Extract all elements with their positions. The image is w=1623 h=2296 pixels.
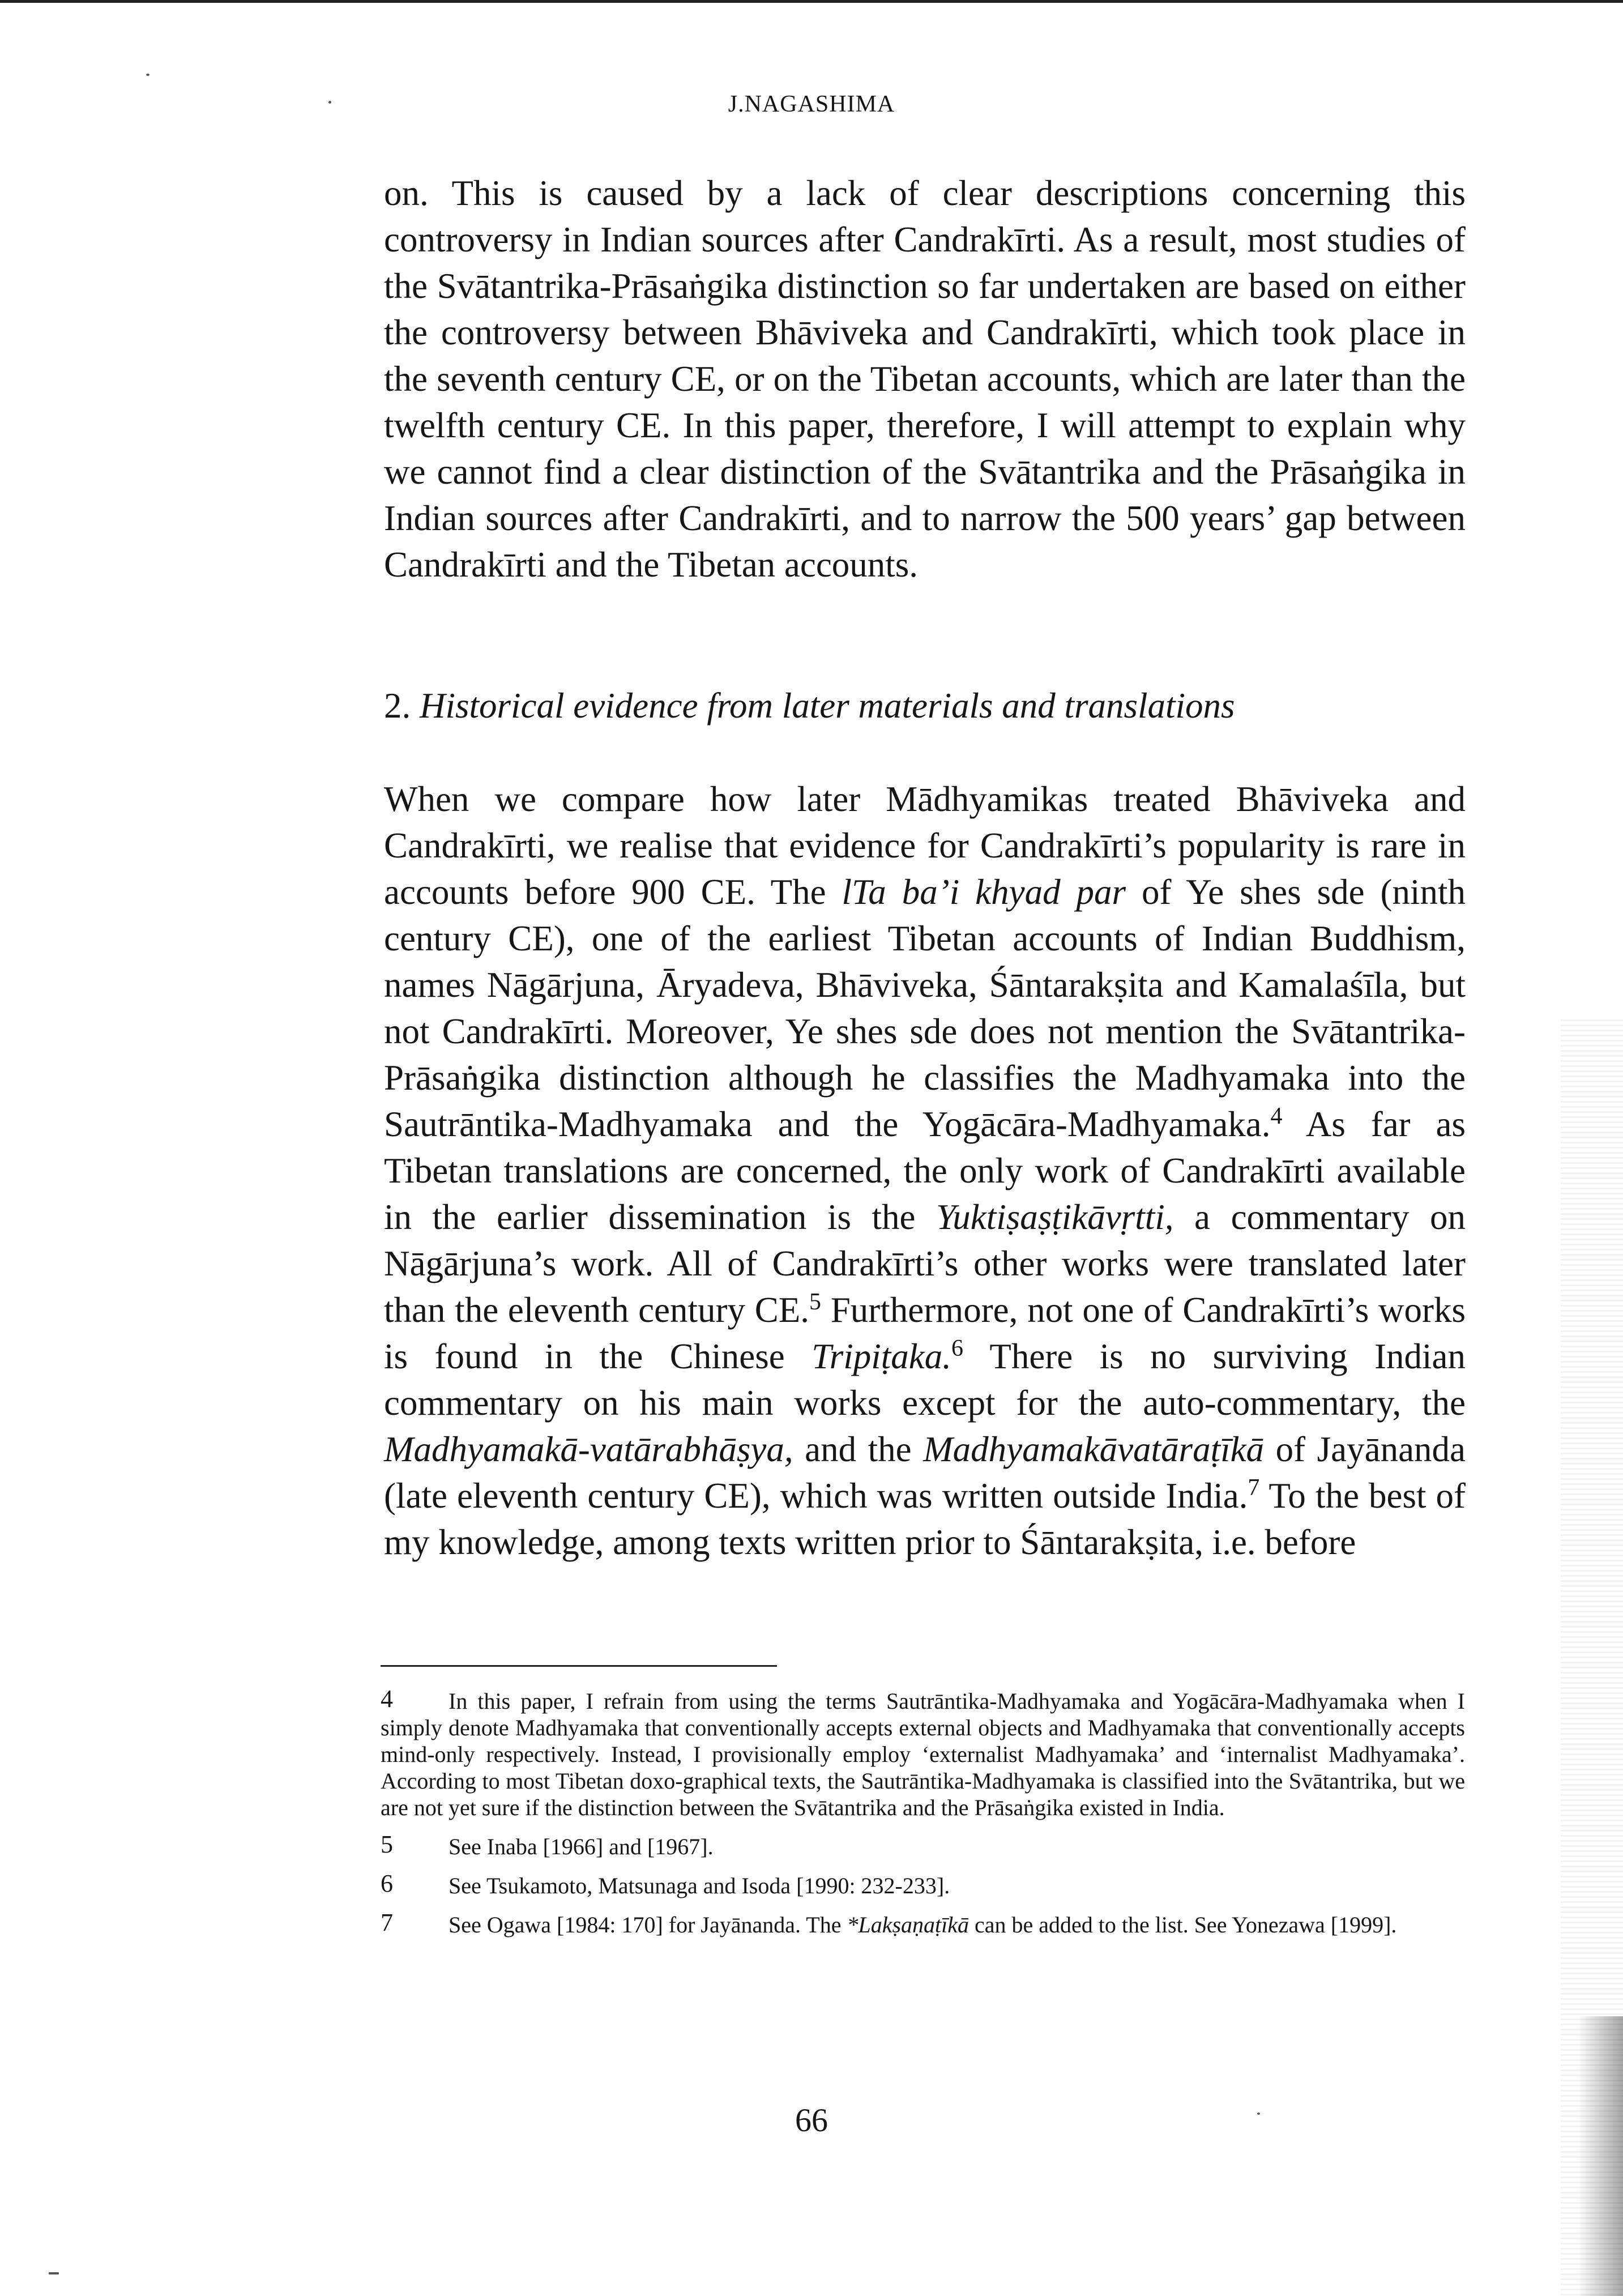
- footnote-text: See Tsukamoto, Matsunaga and Isoda [1990: 232-233].: [449, 1873, 950, 1898]
- footnote-number: 6: [381, 1870, 393, 1897]
- title-italic: Madhyamakāvatāraṭīkā: [923, 1429, 1265, 1469]
- text-run: When we compare how later Mādhyamikas treated Bhāviveka and Candrakīrti, we realise that evidence for Candrakīrti’s popularity is rare in accounts before 900 CE. The: [384, 779, 1466, 912]
- footnote-7: [381, 1911, 1465, 1938]
- title-italic: Tripiṭaka.: [812, 1337, 952, 1376]
- section-number: 2.: [384, 686, 411, 725]
- footnote-5: [381, 1830, 1465, 1860]
- body-paragraph-2: [384, 776, 1466, 1565]
- text-run: and the: [793, 1429, 924, 1469]
- text-run: See Ogawa [1984: 170] for Jayānanda. The: [449, 1912, 847, 1937]
- title-italic: Madhyamakā-vatārabhāṣya,: [384, 1429, 793, 1469]
- page-number: 66: [795, 2102, 828, 2139]
- scan-speck: [49, 2272, 59, 2274]
- footnote-number: 5: [381, 1830, 393, 1858]
- text-run: a commentary on Nāgārjuna’s work. All of Candrakīrti’s other works were translated later than the eleventh century CE.: [384, 1197, 1466, 1330]
- body-paragraph-1: [384, 170, 1466, 588]
- footnote-text: In this paper, I refrain from using the terms Sautrāntika-Madhyamaka and Yogācāra-Madhyamaka when I simply denote Madhyamaka that conventionally accepts external objects and Madhyamaka that conventionally accepts mind-only respectively. Instead, I provisionally employ ‘externalist Madhyamaka’ and ‘internalist Madhyamaka’. According to most Tibetan doxo-graphical texts, the Sautrāntika-Madhyamaka is classified into the Svātantrika, but we are not yet sure if the distinction between the Svātantrika and the Prāsaṅgika existed in India.: [381, 1688, 1465, 1820]
- footnote-ref-4[interactable]: 4: [1270, 1103, 1283, 1129]
- footnote-ref-7[interactable]: 7: [1248, 1475, 1260, 1501]
- section-title: Historical evidence from later materials and translations: [420, 686, 1235, 725]
- title-italic: *Lakṣaṇaṭīkā: [847, 1912, 969, 1937]
- title-italic: lTa ba’i khyad par: [842, 872, 1126, 912]
- footnotes: [381, 1685, 1465, 1951]
- footnote-4: [381, 1685, 1465, 1821]
- footnote-number: 4: [381, 1685, 393, 1713]
- footnote-separator: [381, 1665, 777, 1667]
- running-head: J.NAGASHIMA: [728, 91, 895, 117]
- title-italic: Yuktiṣaṣṭikāvṛtti,: [936, 1197, 1174, 1237]
- text-run: can be added to the list. See Yonezawa [1999].: [969, 1912, 1397, 1937]
- footnote-text: [381, 1911, 1465, 1938]
- footnote-ref-6[interactable]: 6: [951, 1335, 964, 1362]
- footnote-number: 7: [381, 1909, 393, 1936]
- text-run: There is no surviving Indian commentary on his main works except for the auto-commentary, the: [384, 1337, 1466, 1423]
- scan-top-border: [0, 0, 1623, 3]
- scan-edge-shadow: [1578, 2016, 1623, 2296]
- paragraph-text: on. This is caused by a lack of clear descriptions concerning this controversy in Indian sources after Candrakīrti. As a result, most studies of the Svātantrika-Prāsaṅgika distinction so far undertaken are based on either the controversy between Bhāviveka and Candrakīrti, which took place in the seventh century CE, or on the Tibetan accounts, which are later than the twelfth century CE. In this paper, therefore, I will attempt to explain why we cannot find a clear distinction of the Svātantrika and the Prāsaṅgika in Indian sources after Candrakīrti, and to narrow the 500 years’ gap between Candrakīrti and the Tibetan accounts.: [384, 173, 1466, 584]
- footnote-ref-5[interactable]: 5: [809, 1289, 821, 1315]
- footnote-text: See Inaba [1966] and [1967].: [449, 1834, 714, 1859]
- text-run: As far as Tibetan translations are concerned, the only work of Candrakīrti available in the earlier dissemination is the: [384, 1104, 1466, 1237]
- scan-speck: [146, 74, 150, 76]
- text-run: Furthermore, not one of Candrakīrti’s works is found in the Chinese: [384, 1290, 1466, 1376]
- footnote-6: [381, 1872, 1465, 1899]
- section-heading: [384, 682, 1466, 729]
- text-run: To the best of my knowledge, among texts written prior to Śāntarakṣita, i.e. before: [384, 1476, 1466, 1562]
- text-run: of Jayānanda (late eleventh century CE), which was written outside India.: [384, 1429, 1466, 1516]
- text-run: of Ye shes sde (ninth century CE), one of the earliest Tibetan accounts of Indian Buddhism, names Nāgārjuna, Āryadeva, Bhāviveka, Śāntarakṣita and Kamalaśīla, but not Candrakīrti. Moreover, Ye shes sde does not mention the Svātantrika-Prāsaṅgika distinction although he classifies the Madhyamaka into the Sautrāntika-Madhyamaka and the Yogācāra-Madhyamaka.: [384, 872, 1466, 1144]
